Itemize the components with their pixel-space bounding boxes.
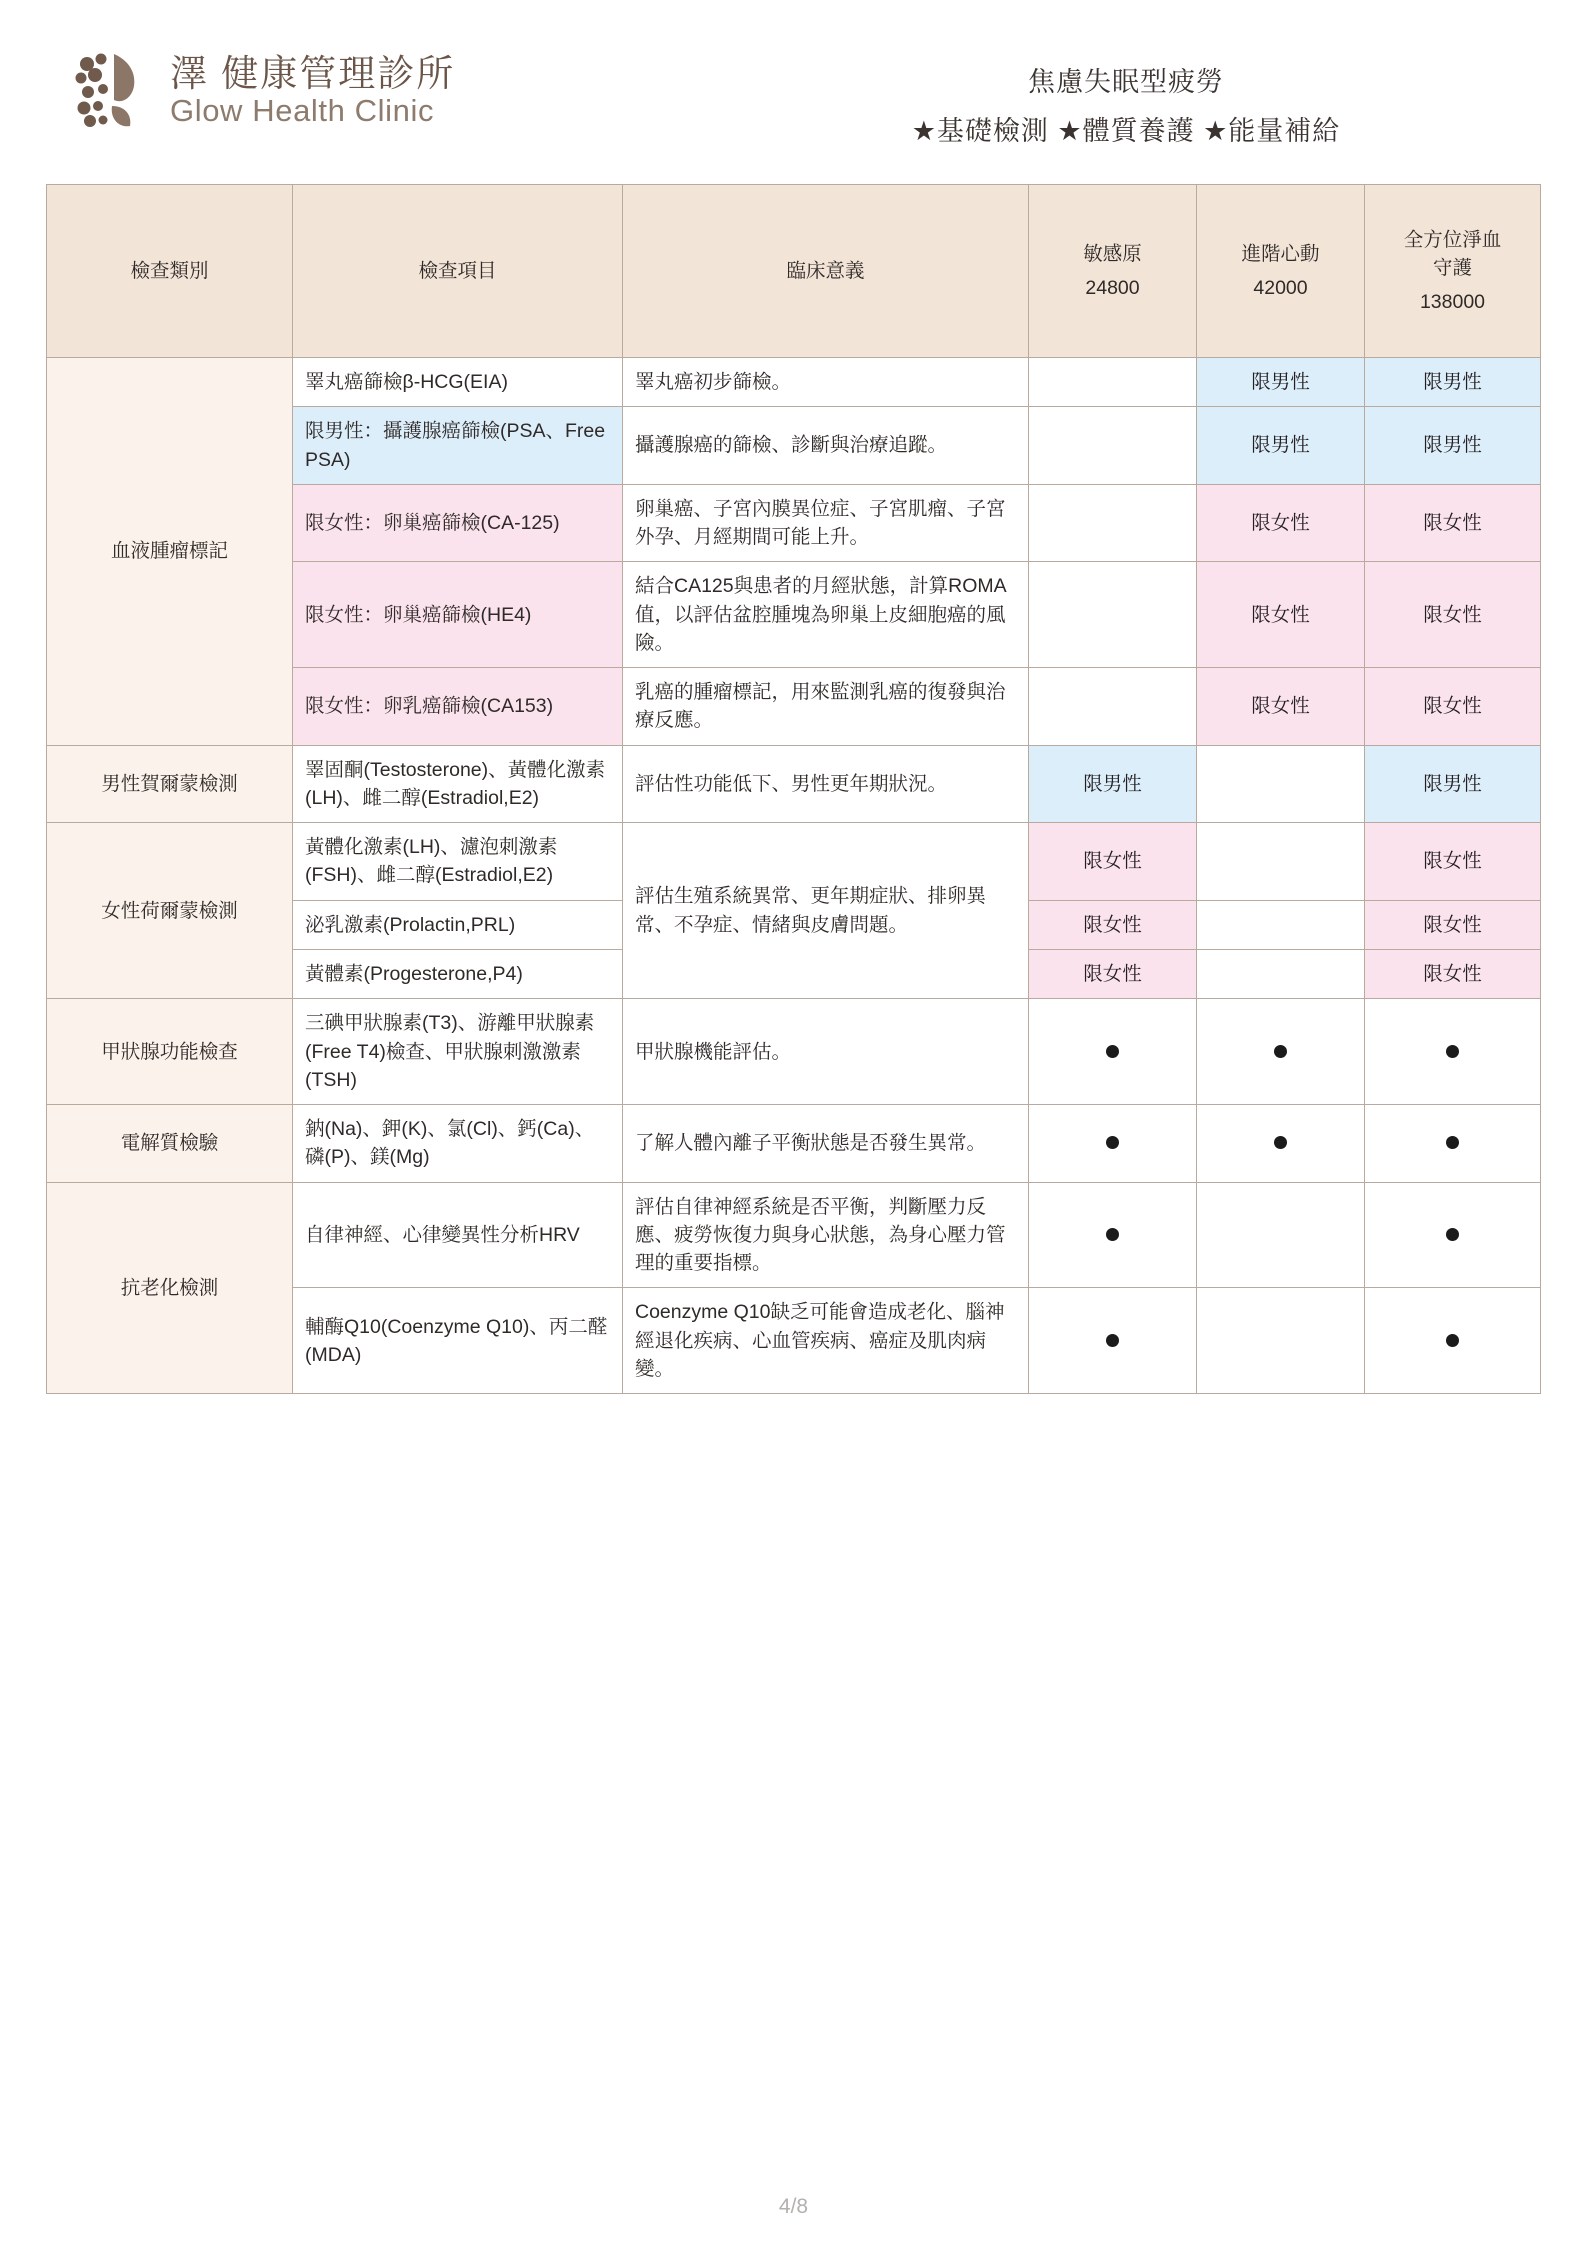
row-plan-1-value: 限男性: [1029, 745, 1197, 823]
plan-3-name-line-2: 守護: [1432, 256, 1472, 279]
row-meaning: 結合CA125與患者的月經狀態，計算ROMA值，以評估盆腔腫塊為卵巢上皮細胞癌的風險。: [623, 562, 1029, 668]
row-plan-1-value: 限女性: [1029, 823, 1197, 901]
row-category: 電解質檢驗: [47, 1105, 293, 1183]
row-plan-1-value: 限女性: [1029, 949, 1197, 998]
table-header-row: [47, 185, 1541, 358]
plan-3-name-line-1: 全方位淨血: [1403, 228, 1502, 251]
row-meaning: Coenzyme Q10缺乏可能會造成老化、腦神經退化疾病、心血管疾病、癌症及肌肉病變。: [623, 1288, 1029, 1394]
row-item: 限女性：卵乳癌篩檢(CA153): [293, 668, 623, 746]
row-item: 泌乳激素(Prolactin,PRL): [293, 900, 623, 949]
row-meaning: 攝護腺癌的篩檢、診斷與治療追蹤。: [623, 407, 1029, 485]
row-plan-3-value: [1365, 1288, 1541, 1394]
table-row: [47, 358, 1541, 407]
row-plan-1-value: [1029, 562, 1197, 668]
row-plan-2-value: 限女性: [1197, 562, 1365, 668]
row-plan-2-value: [1197, 1182, 1365, 1288]
row-category: 男性賀爾蒙檢測: [47, 745, 293, 823]
included-dot-icon: [1446, 1136, 1459, 1149]
row-plan-2-value: [1197, 900, 1365, 949]
row-plan-3-value: [1365, 1182, 1541, 1288]
row-item: 睪固酮(Testosterone)、黃體化激素(LH)、雌二醇(Estradiol,E2): [293, 745, 623, 823]
plan-2-name: 進階心動: [1241, 242, 1320, 265]
row-plan-2-value: 限女性: [1197, 668, 1365, 746]
row-plan-1-value: [1029, 999, 1197, 1105]
row-plan-1-value: [1029, 1182, 1197, 1288]
row-plan-2-value: [1197, 745, 1365, 823]
row-item: 三碘甲狀腺素(T3)、游離甲狀腺素(Free T4)檢查、甲狀腺刺激激素(TSH): [293, 999, 623, 1105]
row-plan-3-value: 限女性: [1365, 668, 1541, 746]
plan-3-price: 138000: [1419, 291, 1486, 314]
row-item: 自律神經、心律變異性分析HRV: [293, 1182, 623, 1288]
row-category: 女性荷爾蒙檢測: [47, 823, 293, 999]
row-plan-2-value: [1197, 949, 1365, 998]
row-meaning: 評估性功能低下、男性更年期狀況。: [623, 745, 1029, 823]
table-row: [47, 1105, 1541, 1183]
plan-1-name: 敏感原: [1083, 242, 1142, 265]
clinic-name-cn: 澤 健康管理診所: [170, 53, 456, 95]
row-plan-3-value: 限女性: [1365, 823, 1541, 901]
page-header: [46, 38, 1541, 178]
row-item: 限女性：卵巢癌篩檢(HE4): [293, 562, 623, 668]
col-header-meaning: 臨床意義: [623, 185, 1029, 358]
row-item: 限女性：卵巢癌篩檢(CA-125): [293, 484, 623, 562]
included-dot-icon: [1274, 1045, 1287, 1058]
included-dot-icon: [1106, 1228, 1119, 1241]
row-meaning: 評估生殖系統異常、更年期症狀、排卵異常、不孕症、情緒與皮膚問題。: [623, 823, 1029, 999]
row-plan-2-value: [1197, 1288, 1365, 1394]
leaf-logo-icon: [68, 48, 154, 134]
row-item: 黃體化激素(LH)、濾泡刺激素(FSH)、雌二醇(Estradiol,E2): [293, 823, 623, 901]
row-plan-1-value: [1029, 407, 1197, 485]
table-row: [47, 999, 1541, 1105]
row-plan-3-value: [1365, 999, 1541, 1105]
row-plan-2-value: [1197, 1105, 1365, 1183]
table-row: [47, 823, 1541, 901]
row-plan-3-value: 限女性: [1365, 900, 1541, 949]
table-row: [47, 745, 1541, 823]
plan-1-price: 24800: [1085, 277, 1140, 299]
col-header-plan-2: [1197, 185, 1365, 358]
row-category: 甲狀腺功能檢查: [47, 999, 293, 1105]
row-item: 黃體素(Progesterone,P4): [293, 949, 623, 998]
included-dot-icon: [1274, 1136, 1287, 1149]
row-meaning: 乳癌的腫瘤標記，用來監測乳癌的復發與治療反應。: [623, 668, 1029, 746]
row-plan-3-value: 限女性: [1365, 562, 1541, 668]
row-plan-2-value: 限男性: [1197, 358, 1365, 407]
row-plan-3-value: 限女性: [1365, 949, 1541, 998]
clinic-name: [170, 54, 455, 127]
clinic-name-en: Glow Health Clinic: [170, 93, 435, 129]
row-plan-2-value: 限男性: [1197, 407, 1365, 485]
row-plan-1-value: 限女性: [1029, 900, 1197, 949]
row-category: 血液腫瘤標記: [47, 358, 293, 746]
row-plan-2-value: [1197, 999, 1365, 1105]
page-footer: [0, 2195, 1587, 2219]
row-plan-1-value: [1029, 484, 1197, 562]
row-plan-1-value: [1029, 668, 1197, 746]
row-meaning: 甲狀腺機能評估。: [623, 999, 1029, 1105]
row-plan-2-value: [1197, 823, 1365, 901]
col-header-plan-3: [1365, 185, 1541, 358]
row-item: 限男性：攝護腺癌篩檢(PSA、Free PSA): [293, 407, 623, 485]
row-meaning: 睪丸癌初步篩檢。: [623, 358, 1029, 407]
page-number: 4/8: [778, 2195, 809, 2218]
table-body: [47, 358, 1541, 1394]
included-dot-icon: [1106, 1045, 1119, 1058]
clinic-logo: [46, 38, 455, 134]
row-item: 睪丸癌篩檢β-HCG(EIA): [293, 358, 623, 407]
row-meaning: 評估自律神經系統是否平衡，判斷壓力反應、疲勞恢復力與身心狀態，為身心壓力管理的重要指標。: [623, 1182, 1029, 1288]
included-dot-icon: [1106, 1136, 1119, 1149]
row-plan-1-value: [1029, 1288, 1197, 1394]
row-item: 輔酶Q10(Coenzyme Q10)、丙二醛(MDA): [293, 1288, 623, 1394]
row-plan-3-value: 限女性: [1365, 484, 1541, 562]
row-category: 抗老化檢測: [47, 1182, 293, 1394]
row-plan-3-value: 限男性: [1365, 745, 1541, 823]
row-plan-1-value: [1029, 1105, 1197, 1183]
included-dot-icon: [1446, 1228, 1459, 1241]
row-plan-3-value: 限男性: [1365, 407, 1541, 485]
table-row: [47, 1182, 1541, 1288]
col-header-plan-1: [1029, 185, 1197, 358]
col-header-category: 檢查類別: [47, 185, 293, 358]
row-plan-2-value: 限女性: [1197, 484, 1365, 562]
row-plan-3-value: [1365, 1105, 1541, 1183]
included-dot-icon: [1106, 1334, 1119, 1347]
tagline-line-2: ★基礎檢測 ★體質養護 ★能量補給: [911, 116, 1341, 146]
included-dot-icon: [1446, 1334, 1459, 1347]
col-header-item: 檢查項目: [293, 185, 623, 358]
row-meaning: 卵巢癌、子宮內膜異位症、子宮肌瘤、子宮外孕、月經期間可能上升。: [623, 484, 1029, 562]
exam-table: [46, 184, 1541, 1394]
plan-2-price: 42000: [1253, 277, 1308, 299]
row-plan-3-value: 限男性: [1365, 358, 1541, 407]
row-meaning: 了解人體內離子平衡狀態是否發生異常。: [623, 1105, 1029, 1183]
header-tagline: [846, 60, 1406, 148]
row-plan-1-value: [1029, 358, 1197, 407]
tagline-line-1: 焦慮失眠型疲勞: [1028, 67, 1224, 97]
included-dot-icon: [1446, 1045, 1459, 1058]
row-item: 鈉(Na)、鉀(K)、氯(Cl)、鈣(Ca)、磷(P)、鎂(Mg): [293, 1105, 623, 1183]
